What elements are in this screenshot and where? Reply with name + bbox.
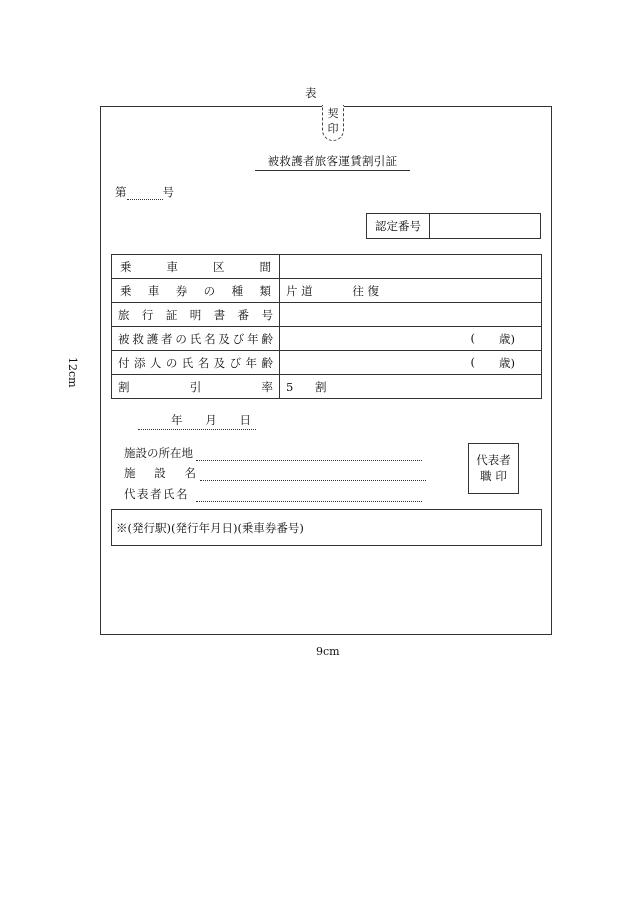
- facility-location-label: 施設の所在地: [124, 446, 193, 460]
- attendant-name-age-field[interactable]: [280, 351, 542, 375]
- seal-char-1: 契: [327, 107, 339, 120]
- facility-location-field[interactable]: [196, 448, 422, 461]
- number-prefix: 第: [115, 185, 127, 199]
- row-label-rescued-person-name-age: 被 救 護 者 の 氏 名 及 び 年 齢: [112, 327, 280, 351]
- discount-rate-field: [280, 375, 542, 399]
- row-label-travel-certificate-number: 旅 行 証 明 書 番 号: [112, 303, 280, 327]
- width-dimension-label: 9cm: [316, 645, 340, 658]
- table-row: [112, 303, 542, 327]
- issue-info-box[interactable]: [111, 509, 542, 546]
- number-blank[interactable]: [127, 187, 163, 200]
- height-dimension-label: 12cm: [66, 357, 79, 388]
- discount-rate-unit: 割: [314, 379, 327, 394]
- discount-rate-value: 5: [286, 379, 294, 394]
- seal-line-2: 職 印: [480, 469, 507, 483]
- rescued-person-name-age-field[interactable]: [280, 327, 542, 351]
- certification-number-box: [366, 213, 541, 239]
- row-label-riding-section: 乗 車 区 間: [112, 255, 280, 279]
- row-label-attendant-name-age: 付 添 人 の 氏 名 及 び 年 齢: [112, 351, 280, 375]
- age-open-paren: (: [470, 354, 475, 369]
- month-label: 月: [205, 413, 217, 427]
- seal-char-2: 印: [327, 122, 339, 135]
- certificate-details-table: [111, 254, 542, 399]
- facility-location-row: [124, 445, 422, 461]
- age-open-paren: (: [470, 330, 475, 345]
- certificate-title: 被救護者旅客運賃割引証: [255, 153, 410, 171]
- one-way-option[interactable]: 片 道: [286, 283, 313, 298]
- age-unit: 歳): [499, 331, 515, 346]
- facility-name-label: 施 設 名: [124, 466, 196, 480]
- row-label-ticket-type: 乗 車 券 の 種 類: [112, 279, 280, 303]
- facility-name-field[interactable]: [200, 468, 426, 481]
- representative-name-label: 代表者氏名: [124, 487, 189, 501]
- table-row: [112, 255, 542, 279]
- round-trip-option[interactable]: 往 復: [352, 283, 379, 298]
- ticket-type-field[interactable]: [280, 279, 542, 303]
- table-row: [112, 279, 542, 303]
- issue-date-line[interactable]: [138, 412, 256, 430]
- table-row: [112, 327, 542, 351]
- representative-seal-box: [468, 443, 519, 494]
- table-row: [112, 375, 542, 399]
- age-unit: 歳): [499, 355, 515, 370]
- certificate-number: [115, 184, 174, 200]
- seal-line-1: 代表者: [476, 453, 511, 467]
- representative-name-field[interactable]: [196, 489, 422, 502]
- year-label: 年: [171, 413, 183, 427]
- front-side-label: 表: [305, 86, 317, 100]
- day-label: 日: [239, 413, 251, 427]
- row-label-discount-rate: 割 引 率: [112, 375, 280, 399]
- issue-info-note: ※(発行駅)(発行年月日)(乗車券番号): [116, 521, 304, 535]
- travel-certificate-number-field[interactable]: [280, 303, 542, 327]
- riding-section-field[interactable]: [280, 255, 542, 279]
- certification-number-label: 認定番号: [367, 214, 430, 238]
- table-row: [112, 351, 542, 375]
- tally-seal: [322, 105, 344, 141]
- certification-number-field[interactable]: [430, 214, 540, 238]
- facility-name-row: [124, 465, 426, 481]
- representative-name-row: [124, 486, 422, 502]
- number-suffix: 号: [162, 185, 174, 199]
